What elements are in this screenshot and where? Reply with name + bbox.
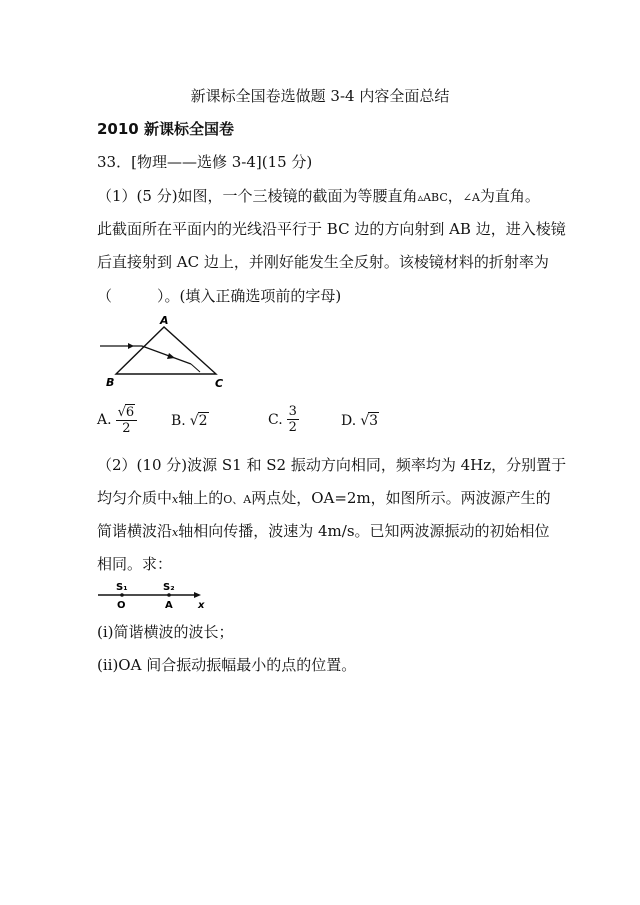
refracted-ray (142, 346, 191, 364)
part1-line3: 后直接射到 AC 边上，并刚好能发生全反射。该棱镜材料的折射率为 (97, 253, 549, 271)
source-s2-dot (167, 593, 171, 597)
option-a (97, 404, 137, 436)
x-axis-arrow-icon (194, 592, 201, 598)
prism-label-b: B (106, 376, 115, 389)
x-symbol-2: x (172, 526, 179, 539)
part1-line2: 此截面所在平面内的光线沿平行于 BC 边的方向射到 AB 边，进入棱镜 (97, 220, 566, 238)
axis-figure (96, 580, 216, 612)
option-d (341, 412, 379, 429)
o-a-symbol: O、A (223, 493, 252, 506)
refracted-arrow-icon (167, 353, 175, 359)
part2-line3-text-a: 简谐横波沿 (97, 522, 173, 540)
part1-line1-text-a: （1）(5 分)如图，一个三棱镜的截面为等腰直角 (97, 187, 418, 205)
option-d-letter: D. (341, 412, 357, 429)
option-a-letter: A. (97, 412, 112, 428)
part2-line1: （2）(10 分)波源 S1 和 S2 振动方向相同，频率均为 4Hz，分别置于 (97, 456, 567, 474)
incident-arrow-icon (128, 343, 134, 349)
question-header: 33．[物理——选修 3-4](15 分) (97, 153, 313, 171)
sub-question-i: (ⅰ)简谐横波的波长； (97, 623, 234, 641)
part2-line2 (97, 488, 551, 510)
part1-line1-text-b: ， (447, 187, 463, 205)
triangle-symbol: ▵ABC (417, 191, 448, 204)
option-c-letter: C. (268, 411, 283, 428)
source-s1-dot (120, 593, 124, 597)
angle-symbol: ∠A (462, 191, 480, 204)
prism-label-a: A (160, 314, 169, 327)
axis-label-o: O (117, 600, 126, 611)
axis-label-s2: S₂ (163, 582, 175, 593)
sub-question-ii: (ⅱ)OA 间合振动振幅最小的点的位置。 (97, 656, 357, 674)
option-a-denominator: 2 (122, 421, 131, 436)
part1-line1-text-c: 为直角。 (479, 187, 540, 205)
page-title: 新课标全国卷选做题 3-4 内容全面总结 (190, 87, 450, 105)
option-c (268, 404, 299, 435)
reflected-ray (191, 364, 200, 372)
part2-line4: 相同。求： (97, 555, 173, 573)
section-heading: 2010 新课标全国卷 (97, 120, 234, 138)
option-d-value: √ 3 (360, 412, 379, 429)
prism-triangle (116, 327, 216, 374)
option-b-letter: B. (171, 412, 186, 429)
axis-label-s1: S₁ (116, 582, 128, 593)
part1-line4: （ ）。(填入正确选项前的字母) (97, 287, 342, 305)
prism-label-c: C (215, 377, 224, 390)
part2-line2-text-a: 均匀介质中 (97, 489, 173, 507)
part2-line3-text-b: 轴相向传播，波速为 4m/s。已知两波源振动的初始相位 (178, 522, 550, 540)
option-a-numerator: √ 6 (116, 404, 138, 421)
option-c-fraction (287, 404, 299, 435)
part2-line2-text-c: 两点处，OA=2m，如图所示。两波源产生的 (251, 489, 551, 507)
option-b (171, 412, 209, 429)
axis-label-a: A (165, 600, 173, 611)
part1-line1 (97, 186, 540, 208)
option-c-denominator: 2 (288, 420, 297, 435)
part2-line3 (97, 521, 550, 543)
prism-figure (96, 312, 236, 392)
option-c-numerator: 3 (288, 404, 297, 419)
part2-line2-text-b: 轴上的 (178, 489, 224, 507)
axis-label-x: x (198, 600, 205, 611)
option-a-fraction (116, 404, 138, 436)
x-symbol: x (172, 493, 179, 506)
option-b-value: √ 2 (189, 412, 208, 429)
